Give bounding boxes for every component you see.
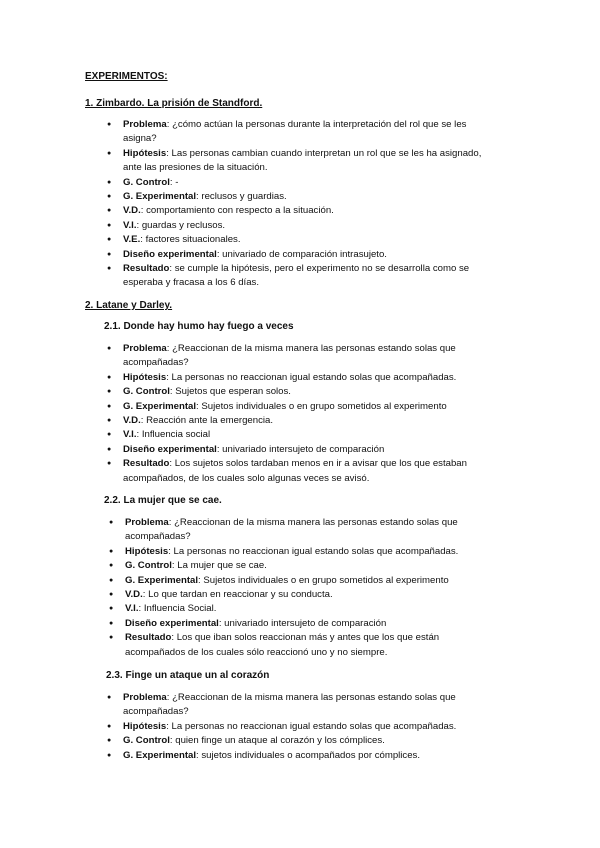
list-item: ● V.D.: comportamiento con respecto a la situación. [107,204,487,218]
section-heading-zimbardo: 1. Zimbardo. La prisión de Standford. [85,98,263,109]
list-item: ● Problema: ¿Reaccionan de la misma manera las personas estando solas que acompañadas? [107,691,487,720]
list-item: ● V.I.: Influencia Social. [109,602,489,616]
list-item: ● Problema: ¿Reaccionan de la misma manera las personas estando solas que acompañadas? [107,342,487,371]
list-item: ● Problema: ¿cómo actúan la personas durante la interpretación del rol que se les asigna? [107,118,487,147]
list-item: ● V.I.: Influencia social [107,428,487,442]
list-item: ● Diseño experimental: univariado intersujeto de comparación [109,617,489,631]
list-item: ● Diseño experimental: univariado intersujeto de comparación [107,443,487,457]
list-mujer [109,516,489,660]
list-item: ● G. Experimental: sujetos individuales o acompañados por cómplices. [107,749,487,763]
list-ataque [107,691,487,763]
list-item: ● G. Experimental: Sujetos individuales o en grupo sometidos al experimento [109,574,489,588]
list-item: ● V.E.: factores situacionales. [107,233,487,247]
subsection-heading-ataque: 2.3. Finge un ataque un al corazón [106,670,270,681]
list-item: ● G. Control: quien finge un ataque al corazón y los cómplices. [107,734,487,748]
list-item: ● V.D.: Reacción ante la emergencia. [107,414,487,428]
list-zimbardo [107,118,487,291]
list-item: ● Hipótesis: La personas no reaccionan igual estando solas que acompañadas. [107,371,487,385]
subsection-heading-humo: 2.1. Donde hay humo hay fuego a veces [104,321,294,332]
list-item: ● Hipótesis: Las personas cambian cuando interpretan un rol que se les ha asignado, ante las presiones de la situación. [107,147,487,176]
list-item: ● Diseño experimental: univariado de comparación intrasujeto. [107,248,487,262]
list-item: ● G. Control: La mujer que se cae. [109,559,489,573]
list-item: ● Problema: ¿Reaccionan de la misma manera las personas estando solas que acompañadas? [109,516,489,545]
list-humo [107,342,487,486]
document-title: EXPERIMENTOS: [85,71,168,82]
list-item: ● Hipótesis: La personas no reaccionan igual estando solas que acompañadas. [107,720,487,734]
section-heading-latane-darley: 2. Latane y Darley. [85,300,173,311]
list-item: ● G. Control: - [107,176,487,190]
list-item: ● V.D.: Lo que tardan en reaccionar y su conducta. [109,588,489,602]
list-item: ● G. Control: Sujetos que esperan solos. [107,385,487,399]
list-item: ● G. Experimental: Sujetos individuales o en grupo sometidos al experimento [107,400,487,414]
list-item: ● Resultado: Los que iban solos reaccionan más y antes que los que están acompañados de los cuales sólo reaccionó uno y no siempre. [109,631,489,660]
list-item: ● Hipótesis: La personas no reaccionan igual estando solas que acompañadas. [109,545,489,559]
list-item: ● Resultado: Los sujetos solos tardaban menos en ir a avisar que los que estaban acompañados, de los cuales solo algunas veces se avisó. [107,457,487,486]
subsection-heading-mujer: 2.2. La mujer que se cae. [104,495,222,506]
list-item: ● G. Experimental: reclusos y guardias. [107,190,487,204]
list-item: ● Resultado: se cumple la hipótesis, pero el experimento no se desarrolla como se esperaba y fracasa a los 6 días. [107,262,487,291]
list-item: ● V.I.: guardas y reclusos. [107,219,487,233]
